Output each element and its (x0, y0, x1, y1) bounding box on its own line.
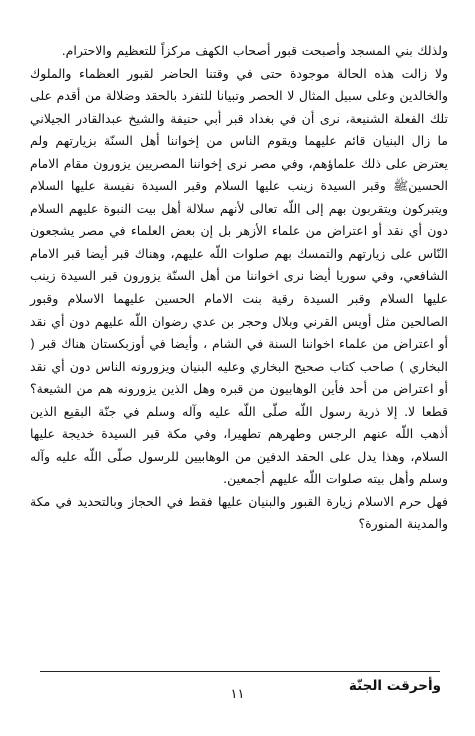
book-title: وأحرقت الجنّة (348, 678, 441, 694)
body-text (30, 40, 448, 536)
paragraph-1: ولذلك بني المسجد وأصبحت قبور أصحاب الكهف مركزاً للتعظيم والاحترام. (61, 43, 448, 58)
footer-divider (40, 671, 440, 672)
paragraph-3: فهل حرم الاسلام زيارة القبور والبنيان عليها فقط في الحجاز وبالتحديد في مكة والمدينة المنورة؟ (30, 493, 448, 532)
page-number: ١١ (230, 687, 245, 702)
paragraph-2: ولا زالت هذه الحالة موجودة حتى في وقتنا الحاضر لقبور العظماء والملوك والخالدين وعلى سبيل المثال لا الحصر وتبيانا للتفرد بالحقد وضلالة من أقدم على تلك الفعلة الشنيعة، نرى أن في بغداد قبر أبي حنيفة والشيخ عبدالقادر الجيلاني ما زال البنيان قائم عليهما ويقوم الناس من إخواننا أهل السنّة بزيارتهم ولم يعترض على ذلك علماؤهم، وفي مصر نرى إخواننا المصريين يزورون مقام الامام الحسينﷺ وقبر السيدة زينب عليها السلام وقبر السيدة نفيسة عليها السلام ويتبركون ويتقربون بهم إلى اللّه تعالى لأنهم سلالة أهل بيت النبوة عليهم السلام دون أي نقد أو اعتراض من علماء الأزهر بل إن بعض العلماء في مصر يشجعون النّاس على زيارتهم والتمسك بهم صلوات اللّه عليهم، وهناك قبر أيضا قبر الامام الشافعي، وفي سوريا أيضا نرى اخواننا من أهل السنّة يزورون قبر السيدة زينب عليها السلام وقبر السيدة رقية بنت الامام الحسين عليهما الاسلام وقبور الصالحين مثل أويس القرني وبلال وحجر بن عدي رضوان اللّه عليهم دون أي نقد أو اعتراض من علماء اخواننا السنة في الشام ، وأيضا في أوزبكستان هناك قبر ( البخاري ) صاحب كتاب صحيح البخاري وعليه البنيان ويزورونه الناس دون أي نقد أو اعتراض من أحد فأين الوهابيون من قبره وهل الذين يزورونه هم من الشيعة؟ قطعا لا. إلا ذرية رسول اللّه صلّى اللّه عليه وآله وسلم في جنّة البقيع الذين أذهب اللّه عنهم الرجس وطهرهم تطهيرا، وفي مكة قبر السيدة خديجة عليها السلام، وهذا يدل على الحقد الدفين من الوهابيين للرسول صلّى اللّه عليه وآله وسلم وأهل بيته صلوات اللّه عليهم أجمعين. (30, 65, 448, 487)
